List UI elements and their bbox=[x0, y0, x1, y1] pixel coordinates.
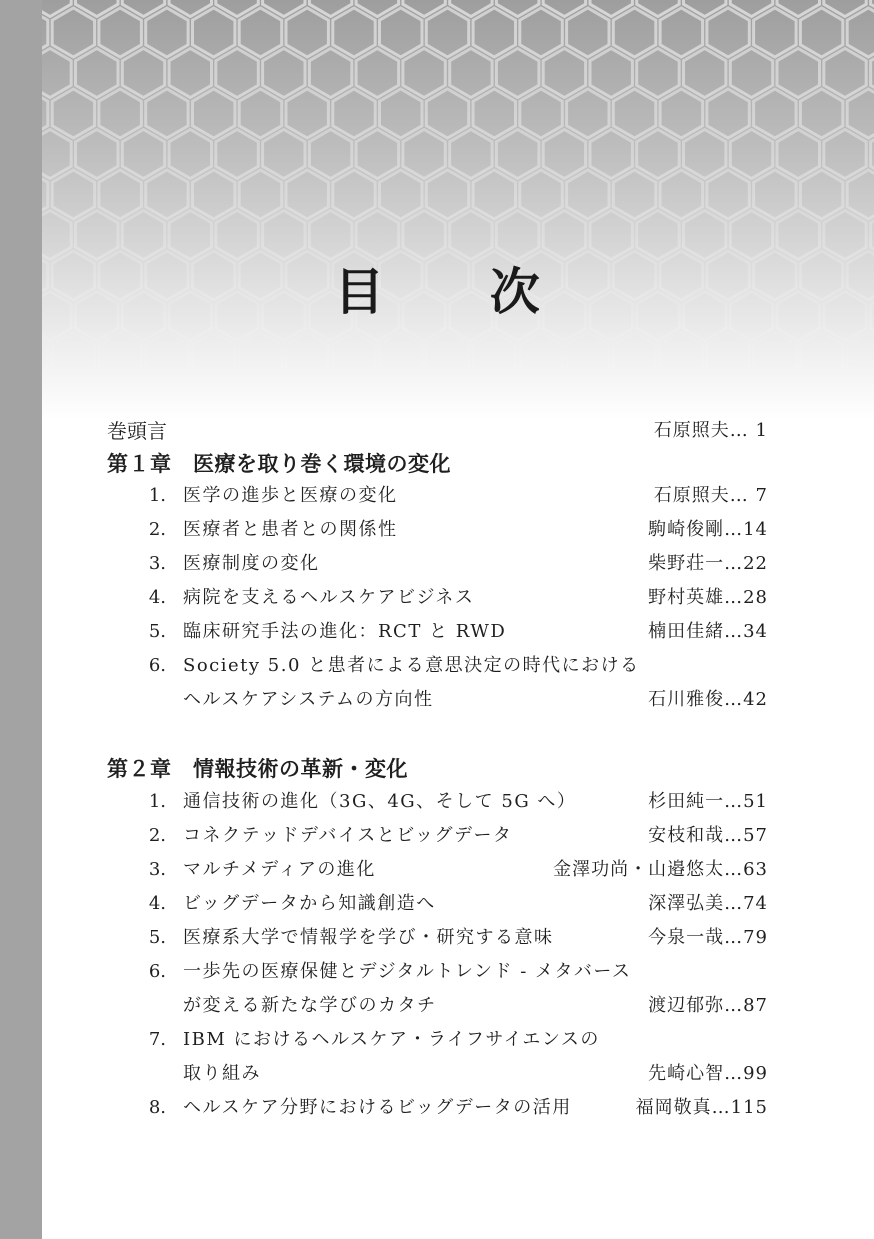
item-title: コネクテッドデバイスとビッグデータ bbox=[183, 825, 513, 846]
item-author-page: 今泉一哉…79 bbox=[648, 927, 768, 948]
item-title: 医学の進歩と医療の変化 bbox=[183, 485, 398, 506]
toc-row[interactable] bbox=[0, 889, 874, 919]
toc-row-foreword[interactable] bbox=[0, 416, 874, 446]
item-number: 4. bbox=[148, 893, 166, 914]
item-number: 1. bbox=[148, 485, 166, 506]
toc-row[interactable] bbox=[0, 583, 874, 613]
item-author-page: 杉田純一…51 bbox=[648, 791, 768, 812]
item-number: 7. bbox=[148, 1029, 166, 1050]
item-author-page: 石原照夫… 7 bbox=[653, 485, 768, 506]
item-number: 3. bbox=[148, 859, 166, 880]
toc-row[interactable] bbox=[0, 617, 874, 647]
item-title: 医療制度の変化 bbox=[183, 553, 320, 574]
toc-row-continuation[interactable] bbox=[0, 991, 874, 1021]
item-title: 医療者と患者との関係性 bbox=[183, 519, 398, 540]
toc-row[interactable] bbox=[0, 1025, 874, 1055]
item-number: 3. bbox=[148, 553, 166, 574]
item-number: 2. bbox=[148, 519, 166, 540]
item-number: 5. bbox=[148, 621, 166, 642]
item-title: マルチメディアの進化 bbox=[183, 859, 376, 880]
item-number: 5. bbox=[148, 927, 166, 948]
item-author-page: 深澤弘美…74 bbox=[648, 893, 768, 914]
toc-row[interactable] bbox=[0, 787, 874, 817]
item-author-page: 渡辺郁弥…87 bbox=[648, 995, 768, 1016]
item-title: 病院を支えるヘルスケアビジネス bbox=[183, 587, 475, 608]
item-title-continuation: が変える新たな学びのカタチ bbox=[183, 995, 437, 1016]
foreword-author-page: 石原照夫… 1 bbox=[653, 420, 768, 441]
toc-row[interactable] bbox=[0, 515, 874, 545]
item-author-page: 楠田佳緒…34 bbox=[648, 621, 768, 642]
chapter-1-heading[interactable] bbox=[0, 449, 874, 479]
item-author-page: 石川雅俊…42 bbox=[648, 689, 768, 710]
item-title: ヘルスケア分野におけるビッグデータの活用 bbox=[183, 1097, 572, 1118]
toc-row[interactable] bbox=[0, 651, 874, 681]
item-author-page: 先崎心智…99 bbox=[648, 1063, 768, 1084]
chapter-title: 第１章 医療を取り巻く環境の変化 bbox=[107, 452, 451, 476]
toc-row[interactable] bbox=[0, 1093, 874, 1123]
item-author-page: 駒崎俊剛…14 bbox=[648, 519, 768, 540]
item-title: 一歩先の医療保健とデジタルトレンド - メタバース bbox=[183, 961, 632, 982]
chapter-2-heading[interactable] bbox=[0, 754, 874, 784]
chapter-title: 第２章 情報技術の革新・変化 bbox=[107, 757, 408, 781]
item-number: 4. bbox=[148, 587, 166, 608]
item-title: ビッグデータから知識創造へ bbox=[183, 893, 436, 914]
toc-row[interactable] bbox=[0, 957, 874, 987]
item-number: 2. bbox=[148, 825, 166, 846]
toc-row[interactable] bbox=[0, 923, 874, 953]
toc-row[interactable] bbox=[0, 855, 874, 885]
item-title: 医療系大学で情報学を学び・研究する意味 bbox=[183, 927, 554, 948]
item-title: Society 5.0 と患者による意思決定の時代における bbox=[183, 655, 640, 676]
foreword-title: 巻頭言 bbox=[107, 419, 167, 443]
item-number: 6. bbox=[148, 655, 166, 676]
item-title: IBM におけるヘルスケア・ライフサイエンスの bbox=[183, 1029, 600, 1050]
item-number: 1. bbox=[148, 791, 166, 812]
toc-row[interactable] bbox=[0, 481, 874, 511]
toc-row[interactable] bbox=[0, 821, 874, 851]
item-author-page: 柴野荘一…22 bbox=[648, 553, 768, 574]
item-title-continuation: 取り組み bbox=[183, 1063, 261, 1084]
item-number: 6. bbox=[148, 961, 166, 982]
item-title-continuation: ヘルスケアシステムの方向性 bbox=[183, 689, 434, 710]
toc-row-continuation[interactable] bbox=[0, 685, 874, 715]
toc-row-continuation[interactable] bbox=[0, 1059, 874, 1089]
page-title: 目 次 bbox=[334, 262, 584, 321]
item-number: 8. bbox=[148, 1097, 166, 1118]
item-author-page: 安枝和哉…57 bbox=[648, 825, 768, 846]
item-author-page: 金澤功尚・山邉悠太…63 bbox=[553, 859, 768, 880]
toc-row[interactable] bbox=[0, 549, 874, 579]
item-title: 臨床研究手法の進化：RCT と RWD bbox=[183, 621, 507, 642]
item-author-page: 福岡敬真…115 bbox=[635, 1097, 768, 1118]
item-author-page: 野村英雄…28 bbox=[648, 587, 768, 608]
item-title: 通信技術の進化（3G、4G、そして 5G へ） bbox=[183, 791, 577, 812]
